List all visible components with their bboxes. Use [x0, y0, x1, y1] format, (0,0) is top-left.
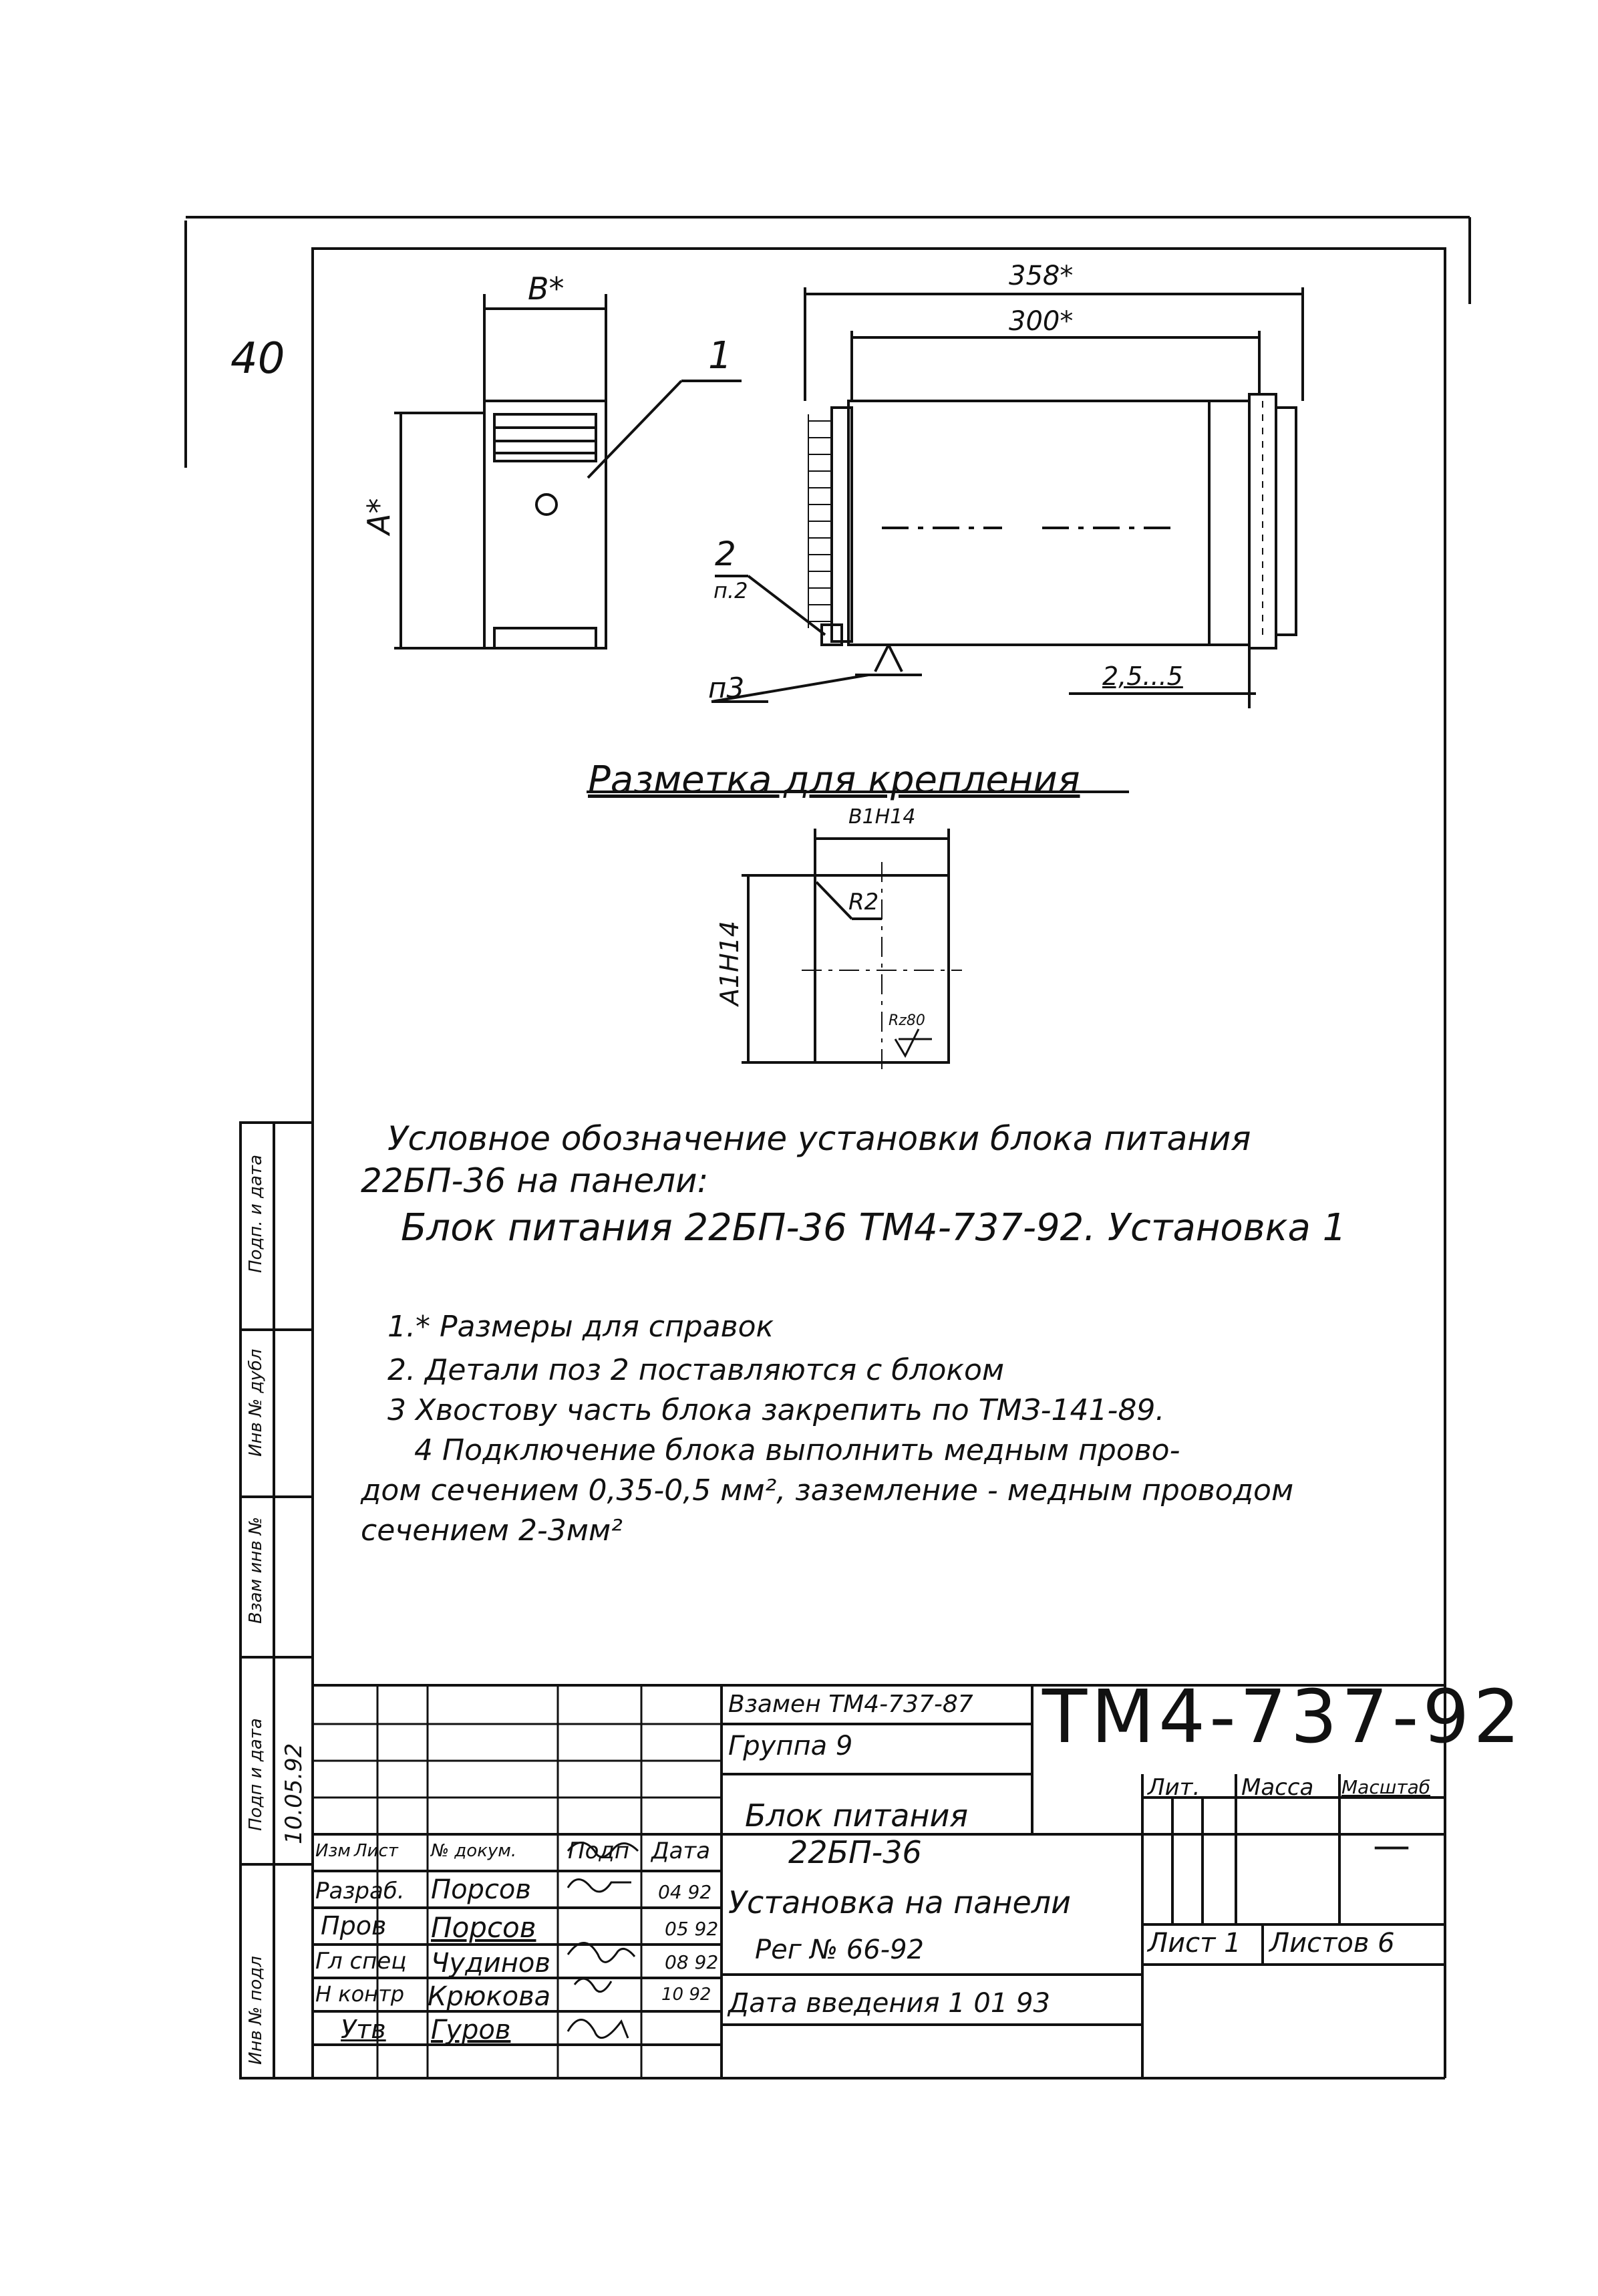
signer-role-5: Утв: [341, 2015, 386, 2044]
cutout-width: В1Н14: [848, 805, 916, 829]
dim-length-300: 300*: [1009, 306, 1074, 337]
dim-height-a: А*: [361, 498, 397, 535]
item-name-line-1: Блок питания: [745, 1798, 969, 1834]
signer-date-4: 10 92: [661, 1985, 711, 2005]
item-name-line-3: Установка на панели: [728, 1884, 1072, 1920]
hdr-list: Лист: [354, 1841, 398, 1861]
document-code: ТМ4-737-92: [1042, 1674, 1525, 1759]
item-name-line-2: 22БП-36: [788, 1834, 922, 1870]
signer-name-4: Крюкова: [428, 1981, 551, 2012]
signer-date-1: 04 92: [658, 1881, 712, 1903]
note-4-cont: дом сечением 0,35-0,5 мм², заземление - медным проводом: [361, 1473, 1294, 1508]
signer-name-2: Порсов: [431, 1911, 536, 1944]
callout-item-2: 2: [715, 535, 736, 573]
group-label: Группа 9: [728, 1731, 853, 1761]
signer-role-3: Гл спец: [315, 1948, 407, 1975]
hdr-sign: Подп: [568, 1838, 630, 1864]
signer-date-2: 05 92: [665, 1918, 719, 1940]
cutout-title: Разметка для крепления: [588, 758, 1080, 802]
dim-width-b: В*: [528, 271, 565, 307]
stamp-vzam-inv: Взам инв №: [246, 1517, 266, 1624]
designation-line-2: 22БП-36 на панели:: [361, 1161, 709, 1200]
stamp-sign-date-2: Подп и дата: [246, 1718, 266, 1831]
replaces-doc: Взамен ТМ4-737-87: [728, 1691, 973, 1718]
note-4-end: сечением 2-3мм²: [361, 1514, 623, 1548]
col-mass: Масса: [1241, 1774, 1314, 1801]
sheet-label: Лист 1: [1148, 1928, 1241, 1959]
signer-name-3: Чудинов: [431, 1948, 550, 1979]
stamp-inv-dubl: Инв № дубл: [246, 1348, 266, 1457]
col-scale: Масштаб: [1341, 1776, 1431, 1798]
sheets-total-label: Листов 6: [1269, 1928, 1395, 1959]
cutout-height: А1Н14: [715, 920, 744, 1006]
signer-role-2: Пров: [321, 1911, 387, 1941]
note-4: 4 Подключение блока выполнить медным прово-: [414, 1433, 1180, 1467]
sheet-number: 40: [230, 334, 285, 384]
signer-role-1: Разраб.: [315, 1878, 405, 1904]
stamp-inv-podl: Инв № подл: [246, 1956, 266, 2065]
note-1: 1.* Размеры для справок: [387, 1310, 774, 1344]
signer-name-1: Порсов: [431, 1874, 531, 1905]
designation-line-3: Блок питания 22БП-36 ТМ4-737-92. Установка 1: [401, 1206, 1347, 1250]
intro-date: Дата введения 1 01 93: [728, 1988, 1050, 2019]
callout-ref-3: п3: [708, 672, 745, 704]
cutout-radius: R2: [848, 889, 879, 915]
signer-role-4: Н контр: [315, 1981, 405, 2007]
dim-length-358: 358*: [1009, 261, 1074, 291]
cutout-roughness: Rz80: [889, 1012, 925, 1029]
scale-value: —: [1373, 1824, 1410, 1868]
note-3: 3 Хвостову часть блока закрепить по ТМЗ-141-89.: [387, 1393, 1165, 1427]
signer-name-5: Гуров: [431, 2015, 511, 2045]
note-2: 2. Детали поз 2 поставляются с блоком: [387, 1353, 1005, 1387]
hdr-doc: № докум.: [431, 1841, 517, 1861]
hdr-date: Дата: [651, 1838, 711, 1864]
designation-line-1: Условное обозначение установки блока питания: [387, 1119, 1251, 1158]
dim-gap: 2,5...5: [1102, 662, 1183, 691]
hdr-izm: Изм: [315, 1841, 351, 1861]
callout-item-1: 1: [708, 334, 732, 378]
stamp-handwritten-date: 10.05.92: [281, 1743, 307, 1844]
col-lit: Лит.: [1148, 1774, 1201, 1801]
callout-item-2-ref: п.2: [713, 578, 748, 603]
reg-number: Рег № 66-92: [755, 1934, 925, 1965]
signer-date-3: 08 92: [665, 1951, 719, 1973]
stamp-sign-date: Подп. и дата: [246, 1154, 266, 1273]
